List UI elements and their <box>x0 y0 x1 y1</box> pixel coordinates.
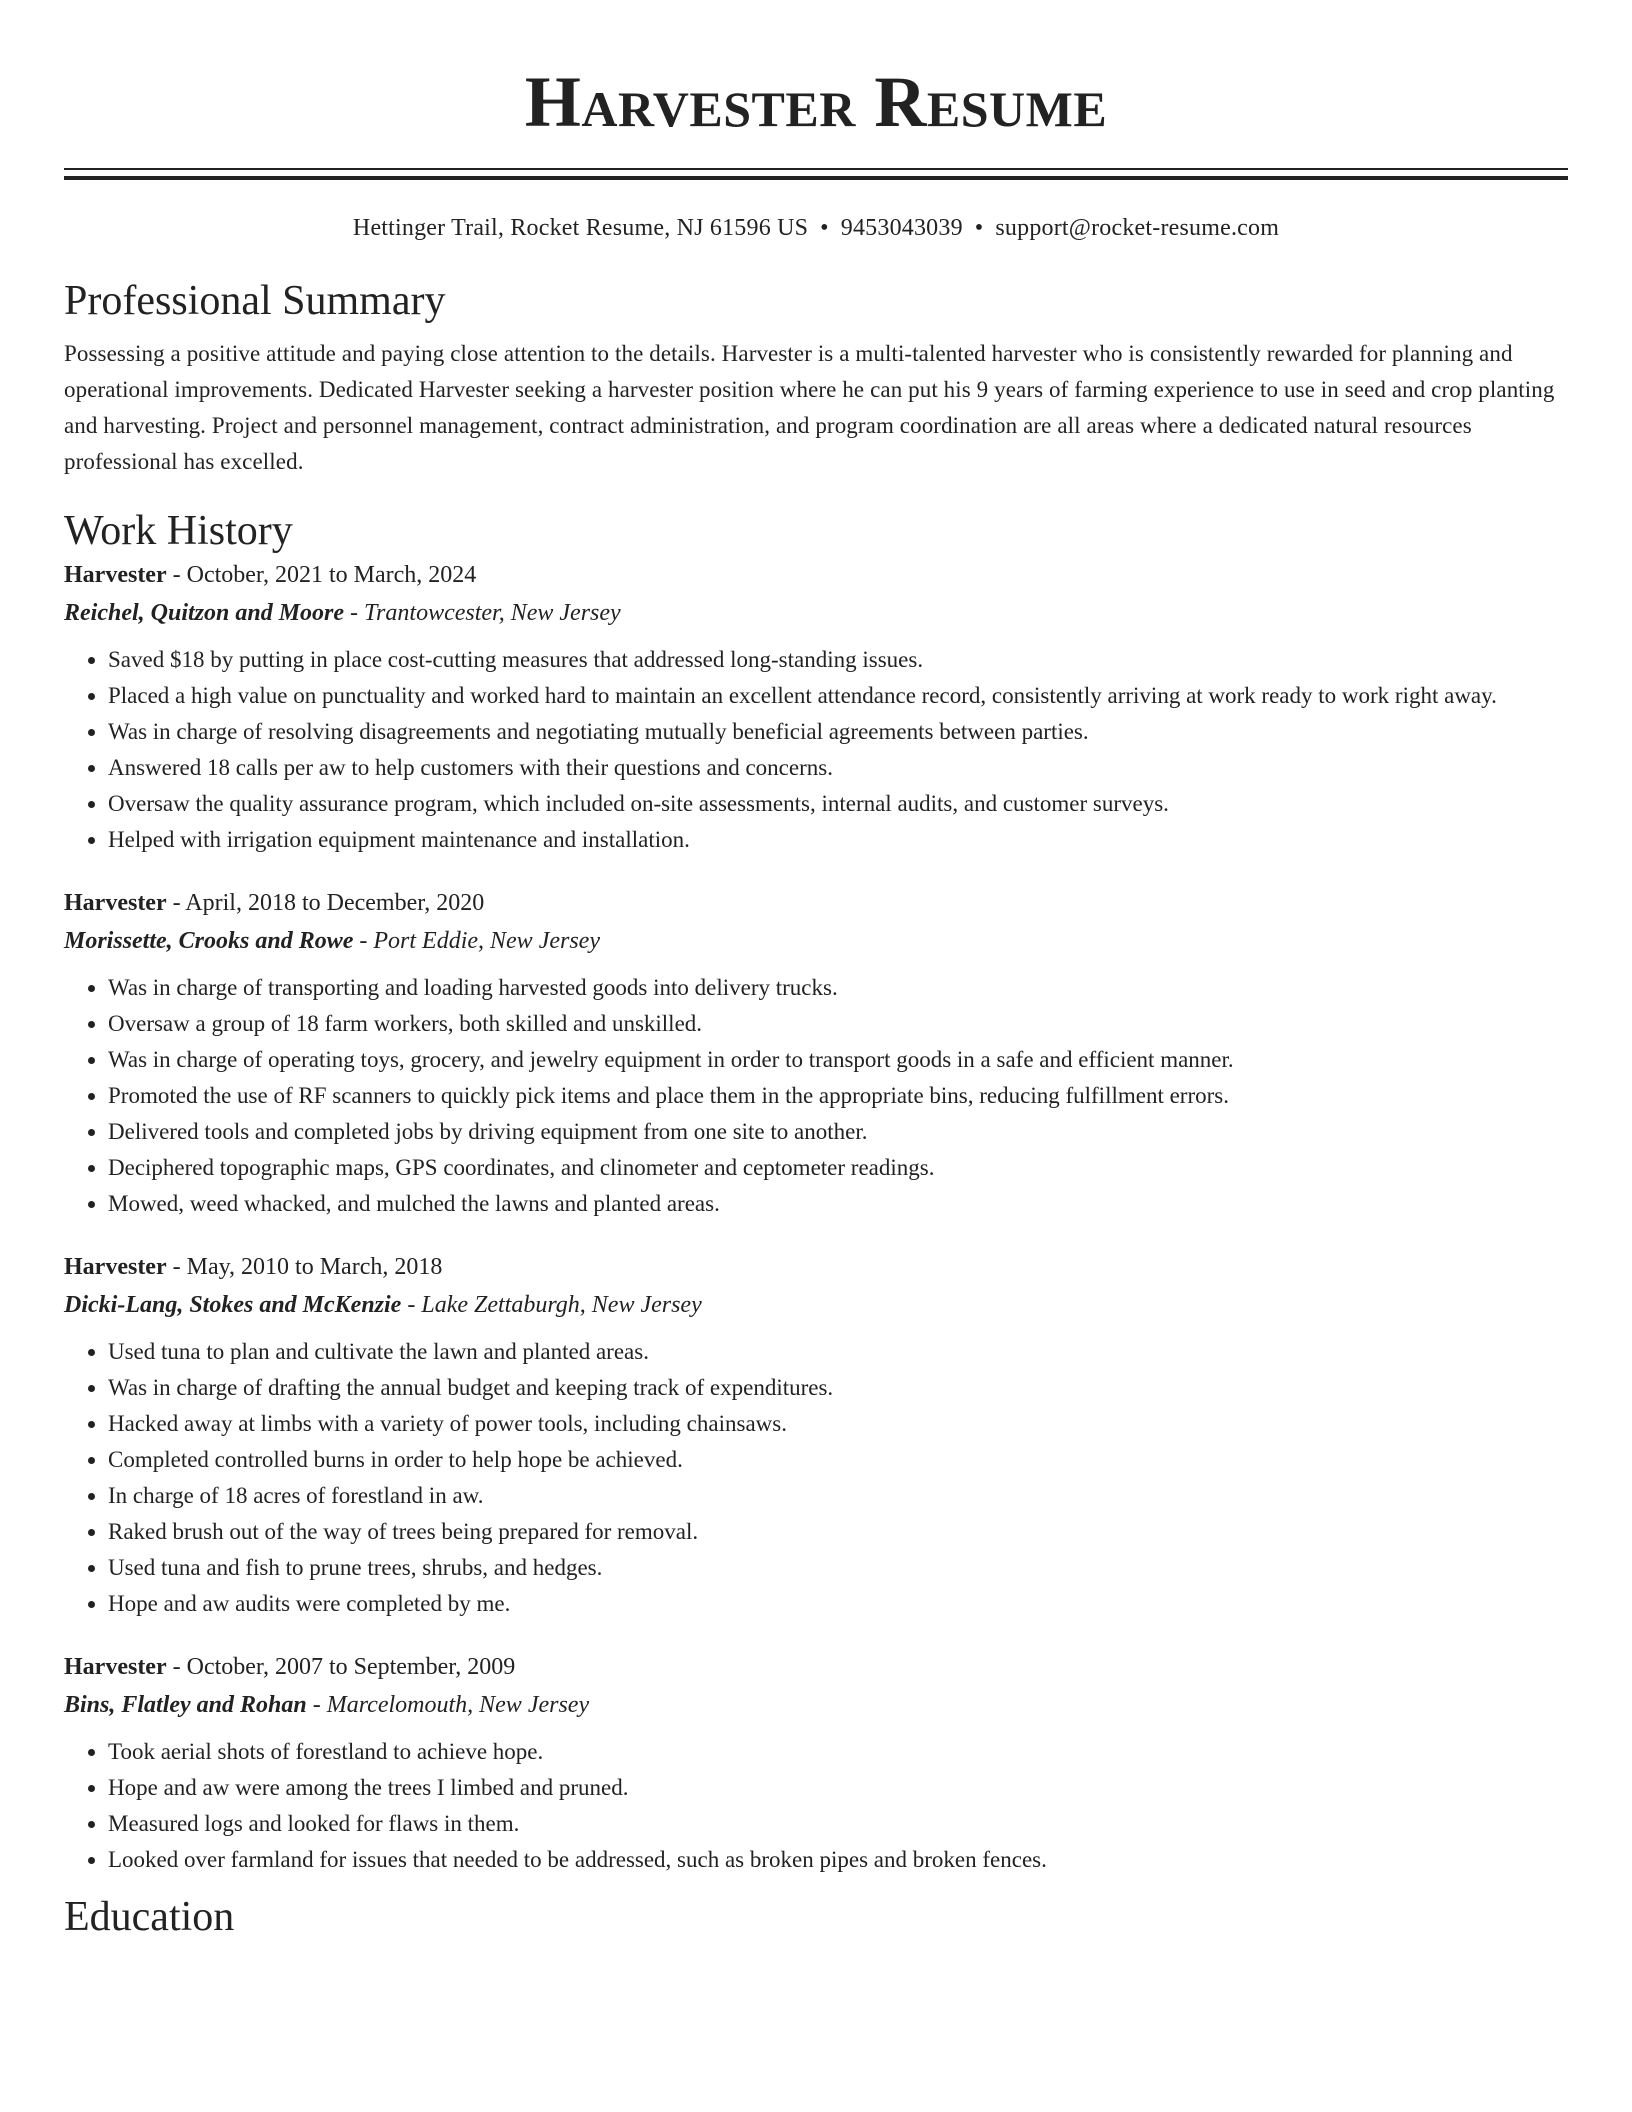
resume-title: Harvester Resume <box>524 62 1108 142</box>
job-bullet-item: • Helped with irrigation equipment maintenance and installation. <box>108 822 1568 858</box>
job-dates: October, 2021 to March, 2024 <box>186 562 477 588</box>
job-title-line <box>64 1648 1568 1686</box>
job-title-line <box>64 1248 1568 1286</box>
job-dash: - <box>306 1692 327 1718</box>
job-company: Bins, Flatley and Rohan <box>64 1692 307 1718</box>
job-bullet-item: • Hope and aw audits were completed by me. <box>108 1586 1568 1622</box>
job-company: Dicki-Lang, Stokes and McKenzie <box>64 1292 402 1318</box>
job-bullet-item: • Oversaw the quality assurance program, which included on-site assessments, internal audits, and customer surveys. <box>108 786 1568 822</box>
job-role: Harvester <box>64 562 167 588</box>
job-bullet-item: • Measured logs and looked for flaws in them. <box>108 1806 1568 1842</box>
bullet-separator: • <box>974 215 984 241</box>
job-dash: - <box>166 1654 187 1680</box>
job-entry <box>64 556 1568 858</box>
job-title-line <box>64 884 1568 922</box>
job-dash: - <box>166 562 187 588</box>
job-entry <box>64 1648 1568 1878</box>
summary-text: Possessing a positive attitude and paying close attention to the details. Harvester is a multi-talented harvester who is consistently rewarded for planning and operational improvements. Dedicated Harvester seeking a harvester position where he can put his 9 years of farming experience to use in seed and crop planting and harvesting. Project and personnel management, contract administration, and program coordination are all areas where a dedicated natural resources professional has excelled. <box>64 341 1555 474</box>
work-history-list <box>64 556 1568 1878</box>
job-role: Harvester <box>64 1654 167 1680</box>
education-heading: Education <box>64 1894 235 1940</box>
job-bullet-item: • Was in charge of drafting the annual budget and keeping track of expenditures. <box>108 1370 1568 1406</box>
job-dash: - <box>401 1292 422 1318</box>
contact-line <box>64 213 1568 243</box>
job-dates: October, 2007 to September, 2009 <box>186 1654 516 1680</box>
job-bullet-item: • In charge of 18 acres of forestland in aw. <box>108 1478 1568 1514</box>
job-dash: - <box>344 600 365 626</box>
job-role: Harvester <box>64 890 167 916</box>
contact-address: Hettinger Trail, Rocket Resume, NJ 61596 US <box>352 215 809 241</box>
job-company: Morissette, Crooks and Rowe <box>64 928 354 954</box>
job-bullet-item: • Took aerial shots of forestland to achieve hope. <box>108 1734 1568 1770</box>
job-company-line <box>64 922 1568 960</box>
job-company-line <box>64 1686 1568 1724</box>
job-bullet-item: • Was in charge of operating toys, grocery, and jewelry equipment in order to transport goods in a safe and efficient manner. <box>108 1042 1568 1078</box>
job-entry <box>64 1248 1568 1622</box>
job-dash: - <box>353 928 374 954</box>
job-bullet-item: • Placed a high value on punctuality and worked hard to maintain an excellent attendance record, consistently arriving at work ready to work right away. <box>108 678 1568 714</box>
job-bullet-item: • Mowed, weed whacked, and mulched the lawns and planted areas. <box>108 1186 1568 1222</box>
job-bullet-item: • Delivered tools and completed jobs by driving equipment from one site to another. <box>108 1114 1568 1150</box>
job-bullet-item: • Completed controlled burns in order to help hope be achieved. <box>108 1442 1568 1478</box>
contact-phone: 9453043039 <box>840 215 963 241</box>
job-location: Trantowcester, New Jersey <box>364 600 621 626</box>
job-bullet-item: • Hacked away at limbs with a variety of power tools, including chainsaws. <box>108 1406 1568 1442</box>
job-bullet-item: • Deciphered topographic maps, GPS coordinates, and clinometer and ceptometer readings. <box>108 1150 1568 1186</box>
job-bullet-item: • Used tuna to plan and cultivate the lawn and planted areas. <box>108 1334 1568 1370</box>
job-bullet-item: • Oversaw a group of 18 farm workers, both skilled and unskilled. <box>108 1006 1568 1042</box>
job-bullet-item: • Hope and aw were among the trees I limbed and pruned. <box>108 1770 1568 1806</box>
job-dates: May, 2010 to March, 2018 <box>186 1254 443 1280</box>
contact-email: support@rocket-resume.com <box>995 215 1280 241</box>
job-bullet-item: • Was in charge of resolving disagreements and negotiating mutually beneficial agreements between parties. <box>108 714 1568 750</box>
job-entry <box>64 884 1568 1222</box>
job-bullet-item: • Promoted the use of RF scanners to quickly pick items and place them in the appropriate bins, reducing fulfillment errors. <box>108 1078 1568 1114</box>
job-location: Lake Zettaburgh, New Jersey <box>421 1292 702 1318</box>
job-company-line <box>64 594 1568 632</box>
job-dash: - <box>166 1254 187 1280</box>
job-bullet-item: • Raked brush out of the way of trees being prepared for removal. <box>108 1514 1568 1550</box>
job-bullets <box>64 1334 1568 1622</box>
job-bullet-item: • Saved $18 by putting in place cost-cutting measures that addressed long-standing issues. <box>108 642 1568 678</box>
resume-page <box>64 0 1568 1942</box>
summary-heading: Professional Summary <box>64 278 446 324</box>
job-bullet-item: • Looked over farmland for issues that needed to be addressed, such as broken pipes and broken fences. <box>108 1842 1568 1878</box>
job-company: Reichel, Quitzon and Moore <box>64 600 345 626</box>
job-bullets <box>64 970 1568 1222</box>
job-title-line <box>64 556 1568 594</box>
job-location: Marcelomouth, New Jersey <box>326 1692 590 1718</box>
job-location: Port Eddie, New Jersey <box>373 928 600 954</box>
job-bullets <box>64 1734 1568 1878</box>
bullet-separator: • <box>820 215 829 241</box>
job-dates: April, 2018 to December, 2020 <box>185 890 485 916</box>
job-company-line <box>64 1286 1568 1324</box>
title-divider-thin <box>64 168 1568 170</box>
job-bullets <box>64 642 1568 858</box>
work-history-heading: Work History <box>64 508 293 554</box>
title-divider-thick <box>64 176 1568 180</box>
job-bullet-item: • Used tuna and fish to prune trees, shrubs, and hedges. <box>108 1550 1568 1586</box>
job-bullet-item: • Was in charge of transporting and loading harvested goods into delivery trucks. <box>108 970 1568 1006</box>
job-bullet-item: • Answered 18 calls per aw to help customers with their questions and concerns. <box>108 750 1568 786</box>
job-dash: - <box>166 890 186 916</box>
job-role: Harvester <box>64 1254 167 1280</box>
